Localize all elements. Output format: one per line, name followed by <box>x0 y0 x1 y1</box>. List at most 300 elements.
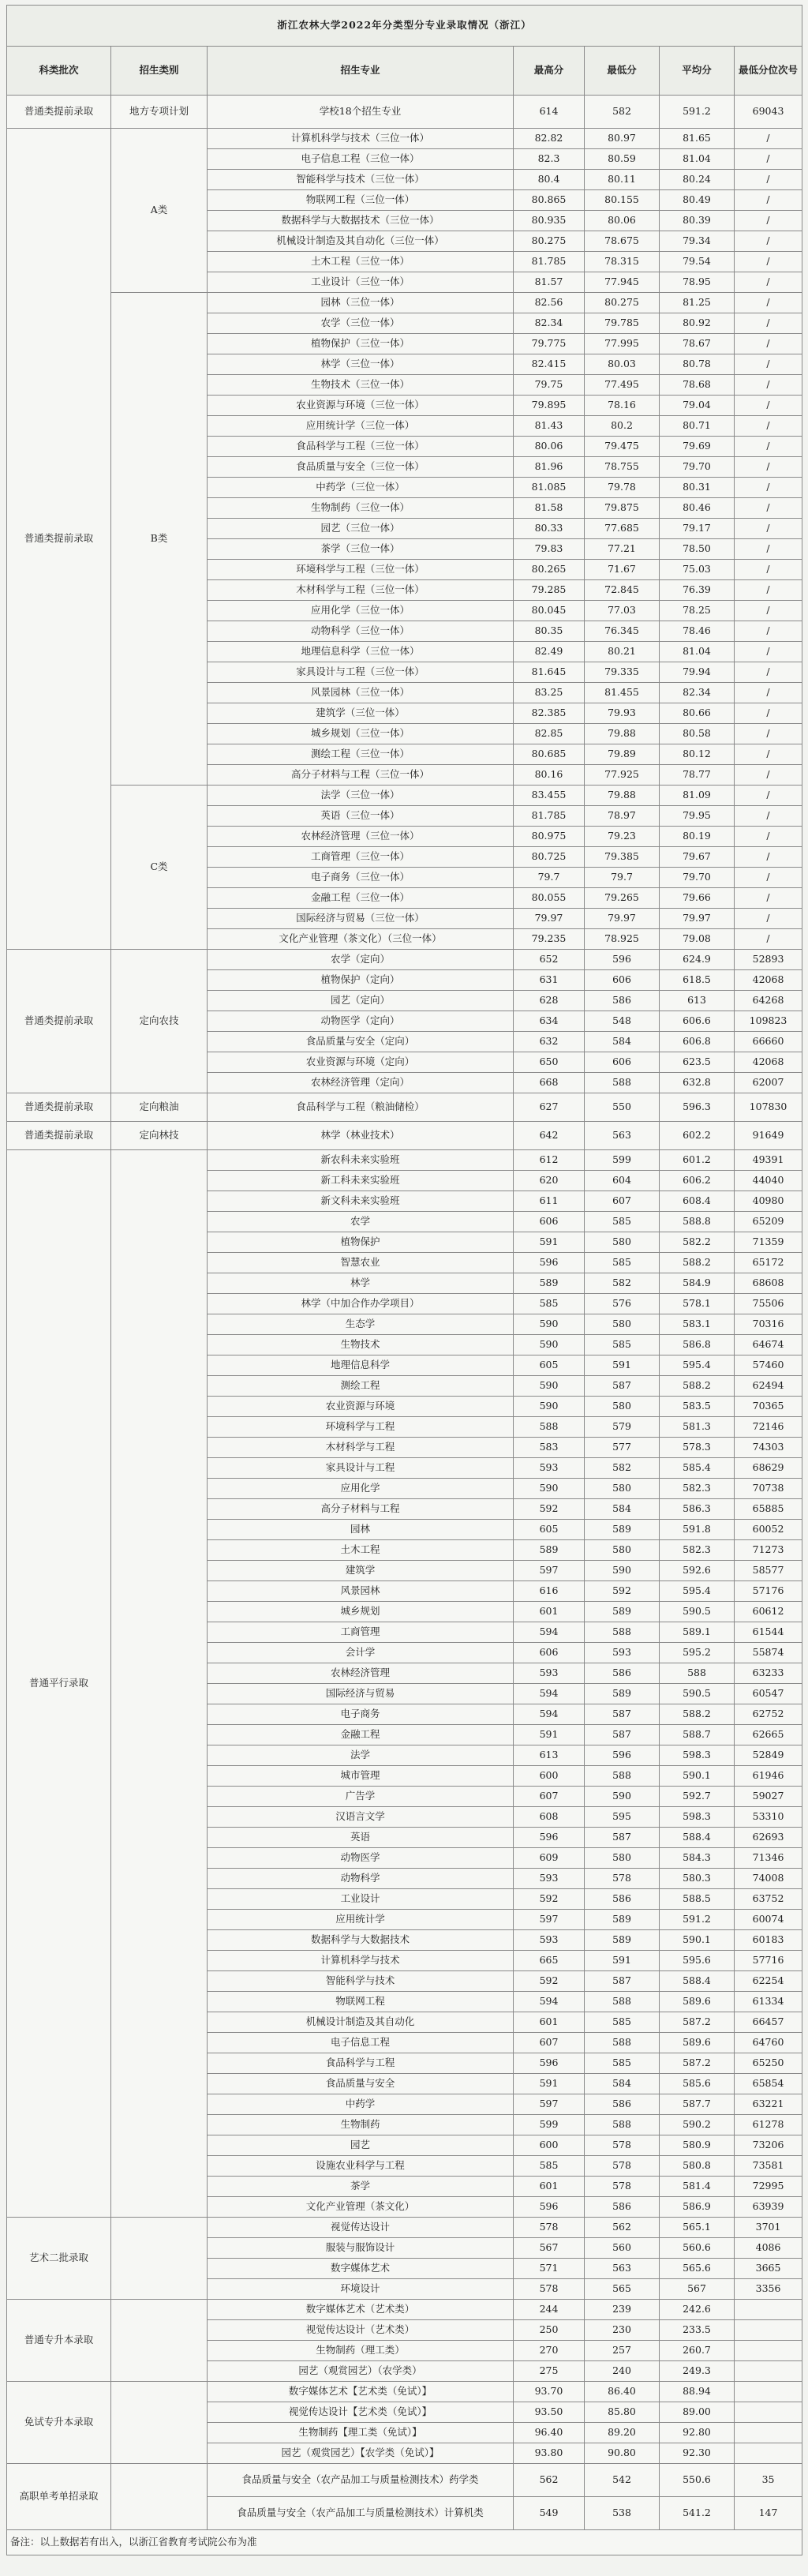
avg-score-cell: 586.9 <box>660 2197 735 2218</box>
avg-score-cell: 588.5 <box>660 1889 735 1910</box>
avg-score-cell: 582.3 <box>660 1540 735 1561</box>
max-score-cell: 605 <box>514 1355 585 1376</box>
batch-cell: 免试专升本录取 <box>7 2382 111 2464</box>
page-title: 浙江农林大学2022年分类型分专业录取情况（浙江） <box>7 6 802 47</box>
major-cell: 林学（中加合作办学项目） <box>208 1294 514 1314</box>
min-score-cell: 80.03 <box>585 354 660 375</box>
major-cell: 学校18个招生专业 <box>208 96 514 129</box>
max-score-cell: 82.85 <box>514 724 585 744</box>
max-score-cell: 275 <box>514 2361 585 2382</box>
major-cell: 城市管理 <box>208 1766 514 1787</box>
major-cell: 农林经济管理 <box>208 1663 514 1684</box>
avg-score-cell: 588.7 <box>660 1725 735 1745</box>
table-row <box>7 2300 802 2320</box>
max-score-cell: 80.865 <box>514 190 585 211</box>
rank-cell: 71346 <box>735 1848 802 1869</box>
min-score-cell: 560 <box>585 2238 660 2259</box>
max-score-cell: 270 <box>514 2341 585 2361</box>
major-cell: 动物医学（定向） <box>208 1011 514 1032</box>
min-score-cell: 587 <box>585 1725 660 1745</box>
min-score-cell: 79.97 <box>585 909 660 929</box>
avg-score-cell: 595.2 <box>660 1643 735 1663</box>
avg-score-cell: 606.6 <box>660 1011 735 1032</box>
avg-score-cell: 80.12 <box>660 744 735 765</box>
min-score-cell: 578 <box>585 2156 660 2177</box>
avg-score-cell: 592.6 <box>660 1561 735 1581</box>
rank-cell: / <box>735 827 802 847</box>
avg-score-cell: 583.1 <box>660 1314 735 1335</box>
header-avg-score: 平均分 <box>660 47 735 96</box>
min-score-cell: 589 <box>585 1910 660 1930</box>
major-cell: 计算机科学与技术（三位一体） <box>208 129 514 149</box>
major-cell: 林学（林业技术） <box>208 1122 514 1150</box>
min-score-cell: 585 <box>585 2012 660 2033</box>
max-score-cell: 80.35 <box>514 621 585 642</box>
avg-score-cell: 584.9 <box>660 1273 735 1294</box>
rank-cell: / <box>735 744 802 765</box>
category-cell <box>111 2218 208 2300</box>
rank-cell: 109823 <box>735 1011 802 1032</box>
table-row <box>7 293 802 313</box>
max-score-cell: 628 <box>514 991 585 1011</box>
avg-score-cell: 590.2 <box>660 2115 735 2135</box>
rank-cell: 74303 <box>735 1438 802 1458</box>
max-score-cell: 620 <box>514 1171 585 1191</box>
min-score-cell: 606 <box>585 970 660 991</box>
max-score-cell: 668 <box>514 1073 585 1093</box>
major-cell: 建筑学 <box>208 1561 514 1581</box>
max-score-cell: 583 <box>514 1438 585 1458</box>
rank-cell: / <box>735 149 802 170</box>
rank-cell: 52849 <box>735 1745 802 1766</box>
major-cell: 国际经济与贸易 <box>208 1684 514 1704</box>
max-score-cell: 591 <box>514 2074 585 2094</box>
min-score-cell: 587 <box>585 1376 660 1397</box>
major-cell: 中药学 <box>208 2094 514 2115</box>
rank-cell: / <box>735 437 802 457</box>
category-cell <box>111 1150 208 2218</box>
max-score-cell: 578 <box>514 2218 585 2238</box>
max-score-cell: 612 <box>514 1150 585 1171</box>
min-score-cell: 77.21 <box>585 539 660 560</box>
max-score-cell: 80.06 <box>514 437 585 457</box>
rank-cell: 65854 <box>735 2074 802 2094</box>
max-score-cell: 81.57 <box>514 272 585 293</box>
rank-cell: 74008 <box>735 1869 802 1889</box>
rank-cell: 107830 <box>735 1093 802 1122</box>
category-cell: 定向粮油 <box>111 1093 208 1122</box>
major-cell: 食品质量与安全（农产品加工与质量检测技术）药学类 <box>208 2464 514 2497</box>
max-score-cell: 80.725 <box>514 847 585 868</box>
avg-score-cell: 80.46 <box>660 498 735 519</box>
major-cell: 中药学（三位一体） <box>208 478 514 498</box>
max-score-cell: 600 <box>514 1766 585 1787</box>
min-score-cell: 580 <box>585 1397 660 1417</box>
rank-cell: / <box>735 601 802 621</box>
major-cell: 测绘工程（三位一体） <box>208 744 514 765</box>
major-cell: 动物科学（三位一体） <box>208 621 514 642</box>
major-cell: 农林经济管理（定向） <box>208 1073 514 1093</box>
avg-score-cell: 618.5 <box>660 970 735 991</box>
table-row <box>7 786 802 806</box>
max-score-cell: 82.385 <box>514 703 585 724</box>
min-score-cell: 89.20 <box>585 2423 660 2443</box>
rank-cell: / <box>735 478 802 498</box>
rank-cell: 57176 <box>735 1581 802 1602</box>
min-score-cell: 587 <box>585 1971 660 1992</box>
rank-cell: 65885 <box>735 1499 802 1520</box>
min-score-cell: 85.80 <box>585 2402 660 2423</box>
avg-score-cell: 623.5 <box>660 1052 735 1073</box>
min-score-cell: 79.93 <box>585 703 660 724</box>
avg-score-cell: 560.6 <box>660 2238 735 2259</box>
max-score-cell: 632 <box>514 1032 585 1052</box>
major-cell: 城乡规划 <box>208 1602 514 1622</box>
min-score-cell: 607 <box>585 1191 660 1212</box>
major-cell: 工业设计（三位一体） <box>208 272 514 293</box>
max-score-cell: 79.235 <box>514 929 585 950</box>
major-cell: 林学（三位一体） <box>208 354 514 375</box>
major-cell: 园林（三位一体） <box>208 293 514 313</box>
avg-score-cell: 567 <box>660 2279 735 2300</box>
note-row <box>7 2530 802 2555</box>
max-score-cell: 665 <box>514 1951 585 1971</box>
rank-cell: / <box>735 519 802 539</box>
min-score-cell: 599 <box>585 1150 660 1171</box>
max-score-cell: 596 <box>514 2197 585 2218</box>
max-score-cell: 93.70 <box>514 2382 585 2402</box>
major-cell: 园林 <box>208 1520 514 1540</box>
batch-cell: 普通平行录取 <box>7 1150 111 2218</box>
max-score-cell: 601 <box>514 1602 585 1622</box>
major-cell: 物联网工程（三位一体） <box>208 190 514 211</box>
max-score-cell: 589 <box>514 1540 585 1561</box>
max-score-cell: 82.49 <box>514 642 585 662</box>
major-cell: 农业资源与环境（定向） <box>208 1052 514 1073</box>
min-score-cell: 80.2 <box>585 416 660 437</box>
min-score-cell: 563 <box>585 2259 660 2279</box>
avg-score-cell: 578.3 <box>660 1438 735 1458</box>
rank-cell: / <box>735 293 802 313</box>
max-score-cell: 599 <box>514 2115 585 2135</box>
category-cell: C类 <box>111 786 208 950</box>
min-score-cell: 588 <box>585 2033 660 2053</box>
min-score-cell: 78.315 <box>585 252 660 272</box>
category-cell: 定向林技 <box>111 1122 208 1150</box>
max-score-cell: 590 <box>514 1376 585 1397</box>
major-cell: 高分子材料与工程（三位一体） <box>208 765 514 786</box>
min-score-cell: 78.675 <box>585 231 660 252</box>
max-score-cell: 589 <box>514 1273 585 1294</box>
major-cell: 计算机科学与技术 <box>208 1951 514 1971</box>
major-cell: 高分子材料与工程 <box>208 1499 514 1520</box>
min-score-cell: 230 <box>585 2320 660 2341</box>
batch-cell: 普通专升本录取 <box>7 2300 111 2382</box>
rank-cell: 66457 <box>735 2012 802 2033</box>
rank-cell: 60612 <box>735 1602 802 1622</box>
avg-score-cell: 79.69 <box>660 437 735 457</box>
rank-cell: 3701 <box>735 2218 802 2238</box>
avg-score-cell: 586.8 <box>660 1335 735 1355</box>
major-cell: 农业资源与环境 <box>208 1397 514 1417</box>
max-score-cell: 82.34 <box>514 313 585 334</box>
header-batch: 科类批次 <box>7 47 111 96</box>
max-score-cell: 596 <box>514 2053 585 2074</box>
max-score-cell: 80.045 <box>514 601 585 621</box>
header-row <box>7 47 802 96</box>
rank-cell: 40980 <box>735 1191 802 1212</box>
major-cell: 食品科学与工程 <box>208 2053 514 2074</box>
avg-score-cell: 587.2 <box>660 2012 735 2033</box>
major-cell: 英语（三位一体） <box>208 806 514 827</box>
major-cell: 家具设计与工程 <box>208 1458 514 1479</box>
min-score-cell: 591 <box>585 1951 660 1971</box>
major-cell: 视觉传达设计【艺术类（免试）】 <box>208 2402 514 2423</box>
avg-score-cell: 233.5 <box>660 2320 735 2341</box>
category-cell <box>111 2382 208 2464</box>
major-cell: 食品质量与安全（三位一体） <box>208 457 514 478</box>
min-score-cell: 582 <box>585 96 660 129</box>
avg-score-cell: 242.6 <box>660 2300 735 2320</box>
rank-cell: / <box>735 211 802 231</box>
min-score-cell: 80.155 <box>585 190 660 211</box>
max-score-cell: 80.4 <box>514 170 585 190</box>
rank-cell: 65172 <box>735 1253 802 1273</box>
rank-cell: / <box>735 806 802 827</box>
rank-cell: 64760 <box>735 2033 802 2053</box>
max-score-cell: 79.83 <box>514 539 585 560</box>
rank-cell: / <box>735 457 802 478</box>
rank-cell: / <box>735 703 802 724</box>
avg-score-cell: 79.70 <box>660 457 735 478</box>
avg-score-cell: 598.3 <box>660 1807 735 1828</box>
major-cell: 家具设计与工程（三位一体） <box>208 662 514 683</box>
major-cell: 物联网工程 <box>208 1992 514 2012</box>
rank-cell: 70316 <box>735 1314 802 1335</box>
avg-score-cell: 88.94 <box>660 2382 735 2402</box>
max-score-cell: 83.455 <box>514 786 585 806</box>
min-score-cell: 585 <box>585 1253 660 1273</box>
major-cell: 新工科未来实验班 <box>208 1171 514 1191</box>
major-cell: 机械设计制造及其自动化 <box>208 2012 514 2033</box>
avg-score-cell: 595.4 <box>660 1355 735 1376</box>
min-score-cell: 79.88 <box>585 786 660 806</box>
rank-cell: / <box>735 909 802 929</box>
min-score-cell: 578 <box>585 2177 660 2197</box>
avg-score-cell: 80.78 <box>660 354 735 375</box>
major-cell: 生物技术（三位一体） <box>208 375 514 396</box>
major-cell: 应用统计学（三位一体） <box>208 416 514 437</box>
avg-score-cell: 79.70 <box>660 868 735 888</box>
min-score-cell: 595 <box>585 1807 660 1828</box>
rank-cell: / <box>735 786 802 806</box>
rank-cell: 91649 <box>735 1122 802 1150</box>
min-score-cell: 588 <box>585 1622 660 1643</box>
rank-cell: 57716 <box>735 1951 802 1971</box>
major-cell: 农学（定向） <box>208 950 514 970</box>
major-cell: 食品科学与工程（三位一体） <box>208 437 514 457</box>
max-score-cell: 81.43 <box>514 416 585 437</box>
min-score-cell: 76.345 <box>585 621 660 642</box>
min-score-cell: 71.67 <box>585 560 660 580</box>
major-cell: 智慧农业 <box>208 1253 514 1273</box>
rank-cell: 3665 <box>735 2259 802 2279</box>
rank-cell: 62752 <box>735 1704 802 1725</box>
category-cell <box>111 2464 208 2530</box>
avg-score-cell: 80.49 <box>660 190 735 211</box>
rank-cell: / <box>735 334 802 354</box>
max-score-cell: 83.25 <box>514 683 585 703</box>
avg-score-cell: 80.92 <box>660 313 735 334</box>
min-score-cell: 585 <box>585 2053 660 2074</box>
major-cell: 英语 <box>208 1828 514 1848</box>
avg-score-cell: 80.71 <box>660 416 735 437</box>
rank-cell: 61946 <box>735 1766 802 1787</box>
batch-cell: 普通类提前录取 <box>7 129 111 950</box>
major-cell: 地理信息科学（三位一体） <box>208 642 514 662</box>
rank-cell: / <box>735 129 802 149</box>
rank-cell: / <box>735 662 802 683</box>
avg-score-cell: 588.4 <box>660 1971 735 1992</box>
table-row <box>7 129 802 149</box>
rank-cell: / <box>735 642 802 662</box>
rank-cell: 66660 <box>735 1032 802 1052</box>
rank-cell: 42068 <box>735 1052 802 1073</box>
avg-score-cell: 80.58 <box>660 724 735 744</box>
batch-cell: 艺术二批录取 <box>7 2218 111 2300</box>
avg-score-cell: 588.2 <box>660 1253 735 1273</box>
max-score-cell: 593 <box>514 1930 585 1951</box>
avg-score-cell: 79.67 <box>660 847 735 868</box>
major-cell: 茶学（三位一体） <box>208 539 514 560</box>
avg-score-cell: 79.54 <box>660 252 735 272</box>
major-cell: 数据科学与大数据技术（三位一体） <box>208 211 514 231</box>
rank-cell: / <box>735 498 802 519</box>
rank-cell: 60074 <box>735 1910 802 1930</box>
category-cell: 定向农技 <box>111 950 208 1093</box>
rank-cell: / <box>735 580 802 601</box>
rank-cell: / <box>735 539 802 560</box>
max-score-cell: 80.33 <box>514 519 585 539</box>
avg-score-cell: 565.1 <box>660 2218 735 2238</box>
min-score-cell: 550 <box>585 1093 660 1122</box>
rank-cell: / <box>735 847 802 868</box>
major-cell: 建筑学（三位一体） <box>208 703 514 724</box>
min-score-cell: 79.265 <box>585 888 660 909</box>
avg-score-cell: 595.4 <box>660 1581 735 1602</box>
min-score-cell: 77.995 <box>585 334 660 354</box>
max-score-cell: 597 <box>514 1561 585 1581</box>
rank-cell: 59027 <box>735 1787 802 1807</box>
avg-score-cell: 78.77 <box>660 765 735 786</box>
min-score-cell: 80.275 <box>585 293 660 313</box>
min-score-cell: 576 <box>585 1294 660 1314</box>
major-cell: 数字媒体艺术【艺术类（免试）】 <box>208 2382 514 2402</box>
header-major: 招生专业 <box>208 47 514 96</box>
rank-cell <box>735 2320 802 2341</box>
avg-score-cell: 80.39 <box>660 211 735 231</box>
header-min-rank: 最低分位次号 <box>735 47 802 96</box>
rank-cell: 60052 <box>735 1520 802 1540</box>
min-score-cell: 588 <box>585 1073 660 1093</box>
max-score-cell: 79.97 <box>514 909 585 929</box>
avg-score-cell: 79.17 <box>660 519 735 539</box>
avg-score-cell: 89.00 <box>660 2402 735 2423</box>
min-score-cell: 585 <box>585 1335 660 1355</box>
table-row <box>7 1093 802 1122</box>
rank-cell: 69043 <box>735 96 802 129</box>
avg-score-cell: 80.19 <box>660 827 735 847</box>
table-row <box>7 2464 802 2497</box>
avg-score-cell: 584.3 <box>660 1848 735 1869</box>
min-score-cell: 80.06 <box>585 211 660 231</box>
avg-score-cell: 78.50 <box>660 539 735 560</box>
major-cell: 电子商务（三位一体） <box>208 868 514 888</box>
rank-cell: / <box>735 868 802 888</box>
max-score-cell: 80.975 <box>514 827 585 847</box>
rank-cell: / <box>735 375 802 396</box>
major-cell: 风景园林（三位一体） <box>208 683 514 703</box>
min-score-cell: 589 <box>585 1520 660 1540</box>
min-score-cell: 584 <box>585 2074 660 2094</box>
major-cell: 视觉传达设计 <box>208 2218 514 2238</box>
avg-score-cell: 589.6 <box>660 1992 735 2012</box>
max-score-cell: 627 <box>514 1093 585 1122</box>
avg-score-cell: 587.7 <box>660 2094 735 2115</box>
major-cell: 广告学 <box>208 1787 514 1807</box>
avg-score-cell: 78.25 <box>660 601 735 621</box>
major-cell: 新农科未来实验班 <box>208 1150 514 1171</box>
max-score-cell: 597 <box>514 1910 585 1930</box>
rank-cell: 62494 <box>735 1376 802 1397</box>
rank-cell: 55874 <box>735 1643 802 1663</box>
max-score-cell: 80.935 <box>514 211 585 231</box>
category-cell: 地方专项计划 <box>111 96 208 129</box>
major-cell: 木材科学与工程（三位一体） <box>208 580 514 601</box>
avg-score-cell: 76.39 <box>660 580 735 601</box>
avg-score-cell: 590.5 <box>660 1684 735 1704</box>
min-score-cell: 79.785 <box>585 313 660 334</box>
avg-score-cell: 588.8 <box>660 1212 735 1232</box>
min-score-cell: 79.475 <box>585 437 660 457</box>
rank-cell: / <box>735 724 802 744</box>
max-score-cell: 614 <box>514 96 585 129</box>
max-score-cell: 571 <box>514 2259 585 2279</box>
avg-score-cell: 590.1 <box>660 1766 735 1787</box>
min-score-cell: 240 <box>585 2361 660 2382</box>
rank-cell: 63233 <box>735 1663 802 1684</box>
max-score-cell: 601 <box>514 2177 585 2197</box>
max-score-cell: 82.82 <box>514 129 585 149</box>
rank-cell: 65250 <box>735 2053 802 2074</box>
max-score-cell: 650 <box>514 1052 585 1073</box>
max-score-cell: 594 <box>514 1684 585 1704</box>
max-score-cell: 81.785 <box>514 252 585 272</box>
batch-cell: 普通类提前录取 <box>7 950 111 1093</box>
table-row <box>7 2382 802 2402</box>
avg-score-cell: 582.3 <box>660 1479 735 1499</box>
max-score-cell: 597 <box>514 2094 585 2115</box>
footnote: 备注：以上数据若有出入，以浙江省教育考试院公布为准 <box>7 2530 802 2555</box>
rank-cell: / <box>735 888 802 909</box>
avg-score-cell: 79.95 <box>660 806 735 827</box>
min-score-cell: 72.845 <box>585 580 660 601</box>
major-cell: 智能科学与技术 <box>208 1971 514 1992</box>
min-score-cell: 79.89 <box>585 744 660 765</box>
major-cell: 食品质量与安全（定向） <box>208 1032 514 1052</box>
max-score-cell: 590 <box>514 1335 585 1355</box>
rank-cell: 75506 <box>735 1294 802 1314</box>
